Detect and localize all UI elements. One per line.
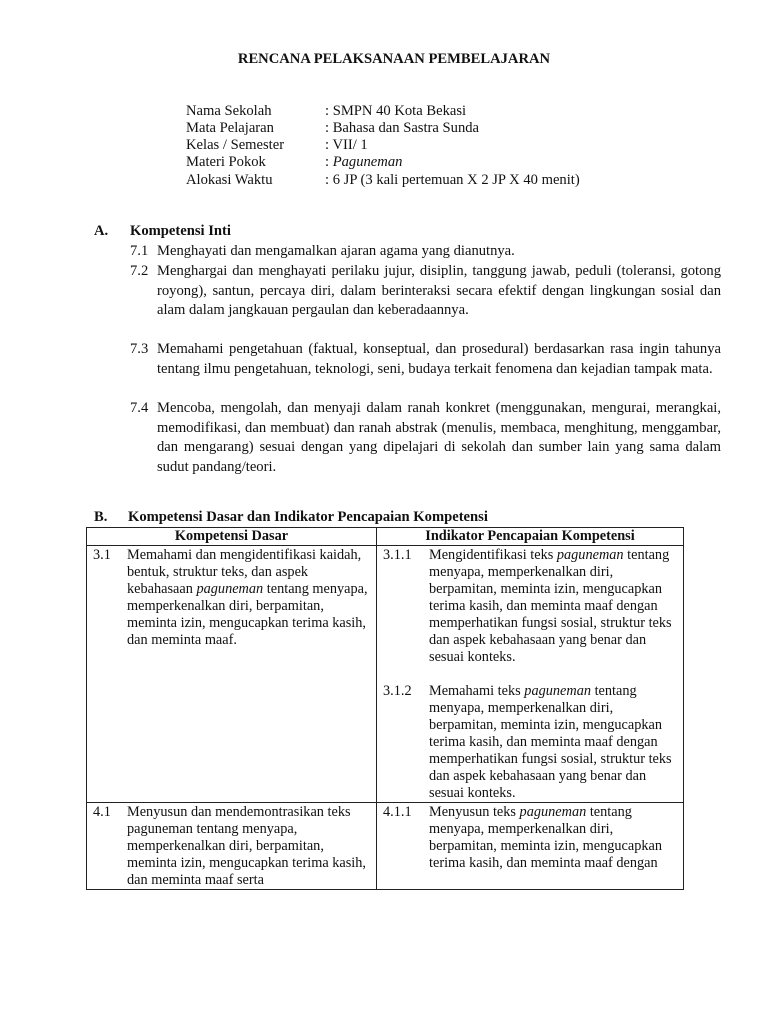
ki-item: [130, 262, 721, 321]
ki-text: Mencoba, mengolah, dan menyaji dalam ranah konkret (menggunakan, mengurai, merangkai, memodifikasi, dan membuat) dan ranah abstrak (menulis, membaca, menghitung, menggambar, dan mengarang) sesuai dengan yang dipelajari di sekolah dan sumber lain yang sama dalam sudut pandang/teori.: [157, 400, 721, 475]
column-header: Indikator Pencapaian Kompetensi: [377, 528, 684, 546]
value-italic: Paguneman: [332, 154, 403, 170]
kd-number: 4.1: [93, 804, 111, 820]
ki-number: 7.1: [130, 243, 149, 259]
section-title: Kompetensi Dasar dan Indikator Pencapaian Kompetensi: [128, 509, 488, 525]
indicator-text-part: tentang menyapa, memperkenalkan diri, berpamitan, meminta izin, mengucapkan terima kasih, dan meminta maaf dengan memperhatikan fungsi sosial, struktur teks dan aspek kebahasaan yang benar dan sesuai konteks.: [429, 683, 672, 801]
section-letter: A.: [94, 223, 109, 239]
indicator-text: [429, 683, 677, 802]
identity-value: : Bahasa dan Sastra Sunda: [325, 120, 480, 136]
indicator-number: 4.1.1: [383, 804, 412, 820]
identity-value: : SMPN 40 Kota Bekasi: [325, 103, 467, 119]
identity-label: Kelas / Semester: [186, 137, 285, 153]
table-header-row: [87, 528, 684, 546]
indicator-text-italic: paguneman: [524, 683, 592, 699]
table-row: [87, 546, 684, 803]
kd-text-part: Menyusun dan mendemontrasikan teks paguneman tentang menyapa, memperkenalkan diri, berpamitan, meminta izin, mengucapkan terima kasih, dan meminta maaf serta: [127, 804, 366, 888]
indicator-text-part: tentang menyapa, memperkenalkan diri, berpamitan, meminta izin, mengucapkan terima kasih, dan meminta maaf dengan: [429, 804, 663, 871]
ki-number: 7.2: [130, 263, 149, 279]
section-title: Kompetensi Inti: [130, 223, 231, 239]
table-row: [87, 803, 684, 890]
kd-text: [127, 804, 370, 889]
kd-number: 3.1: [93, 547, 111, 563]
kd-text-part: tentang menyapa, memperkenalkan diri, berpamitan, meminta izin, mengucapkan terima kasih, dan meminta maaf.: [127, 581, 368, 648]
ki-text: Menghayati dan mengamalkan ajaran agama yang dianutnya.: [157, 243, 515, 259]
page-title: RENCANA PELAKSANAAN PEMBELAJARAN: [237, 51, 551, 67]
indicator-text-part: tentang menyapa, memperkenalkan diri, berpamitan, meminta izin, mengucapkan terima kasih, dan meminta maaf dengan memperhatikan fungsi sosial, struktur teks dan aspek kebahasaan yang benar dan sesuai konteks.: [429, 547, 672, 665]
indicator-text-part: Memahami teks: [429, 683, 525, 699]
indicator-item: [383, 683, 677, 802]
column-header: Kompetensi Dasar: [87, 528, 377, 546]
kd-text-part: Memahami dan mengidentifikasi kaidah, bentuk, struktur teks, dan aspek kebahasaan: [127, 547, 362, 597]
ki-text: Memahami pengetahuan (faktual, konseptual, dan prosedural) berdasarkan rasa ingin tahunya tentang ilmu pengetahuan, teknologi, seni, budaya terkait fenomena dan kejadian tampak mata.: [157, 341, 721, 377]
value-prefix: :: [325, 154, 333, 170]
identity-value: : 6 JP (3 kali pertemuan X 2 JP X 40 menit): [325, 172, 580, 188]
identity-label: Nama Sekolah: [186, 103, 272, 119]
identity-value: [325, 154, 402, 171]
indicator-item: [383, 547, 677, 666]
kd-item: [93, 547, 370, 649]
indicator-number: 3.1.2: [383, 683, 412, 699]
ki-item: [130, 242, 721, 262]
indicator-number: 3.1.1: [383, 547, 412, 563]
kd-text: [127, 547, 370, 649]
indicator-cell: [377, 546, 684, 803]
indicator-cell: [377, 803, 684, 890]
indicator-text-italic: paguneman: [519, 804, 587, 820]
kd-text-italic: paguneman: [196, 581, 264, 597]
ki-number: 7.3: [130, 341, 149, 357]
identity-label: Mata Pelajaran: [186, 120, 274, 136]
ki-item: [130, 399, 721, 477]
ki-text: Menghargai dan menghayati perilaku jujur, disiplin, tanggung jawab, peduli (toleransi, gotong royong), santun, percaya diri, dalam berinteraksi secara efektif dengan lingkungan sosial dan alam dalam jangkauan pergaulan dan keberadaannya.: [157, 263, 721, 319]
identity-label: Materi Pokok: [186, 154, 266, 170]
kd-table: [86, 527, 684, 890]
indicator-text-part: Menyusun teks: [429, 804, 520, 820]
kd-cell: [87, 803, 377, 890]
indicator-text: [429, 804, 677, 872]
indicator-text-part: Mengidentifikasi teks: [429, 547, 557, 563]
ki-number: 7.4: [130, 400, 149, 416]
kd-item: [93, 804, 370, 889]
indicator-text-italic: paguneman: [556, 547, 624, 563]
kd-cell: [87, 546, 377, 803]
identity-label: Alokasi Waktu: [186, 172, 273, 188]
indicator-item: [383, 804, 677, 872]
spacer: [383, 666, 677, 683]
identity-value: : VII/ 1: [325, 137, 368, 153]
section-letter: B.: [94, 509, 108, 525]
indicator-text: [429, 547, 677, 666]
ki-item: [130, 340, 721, 379]
